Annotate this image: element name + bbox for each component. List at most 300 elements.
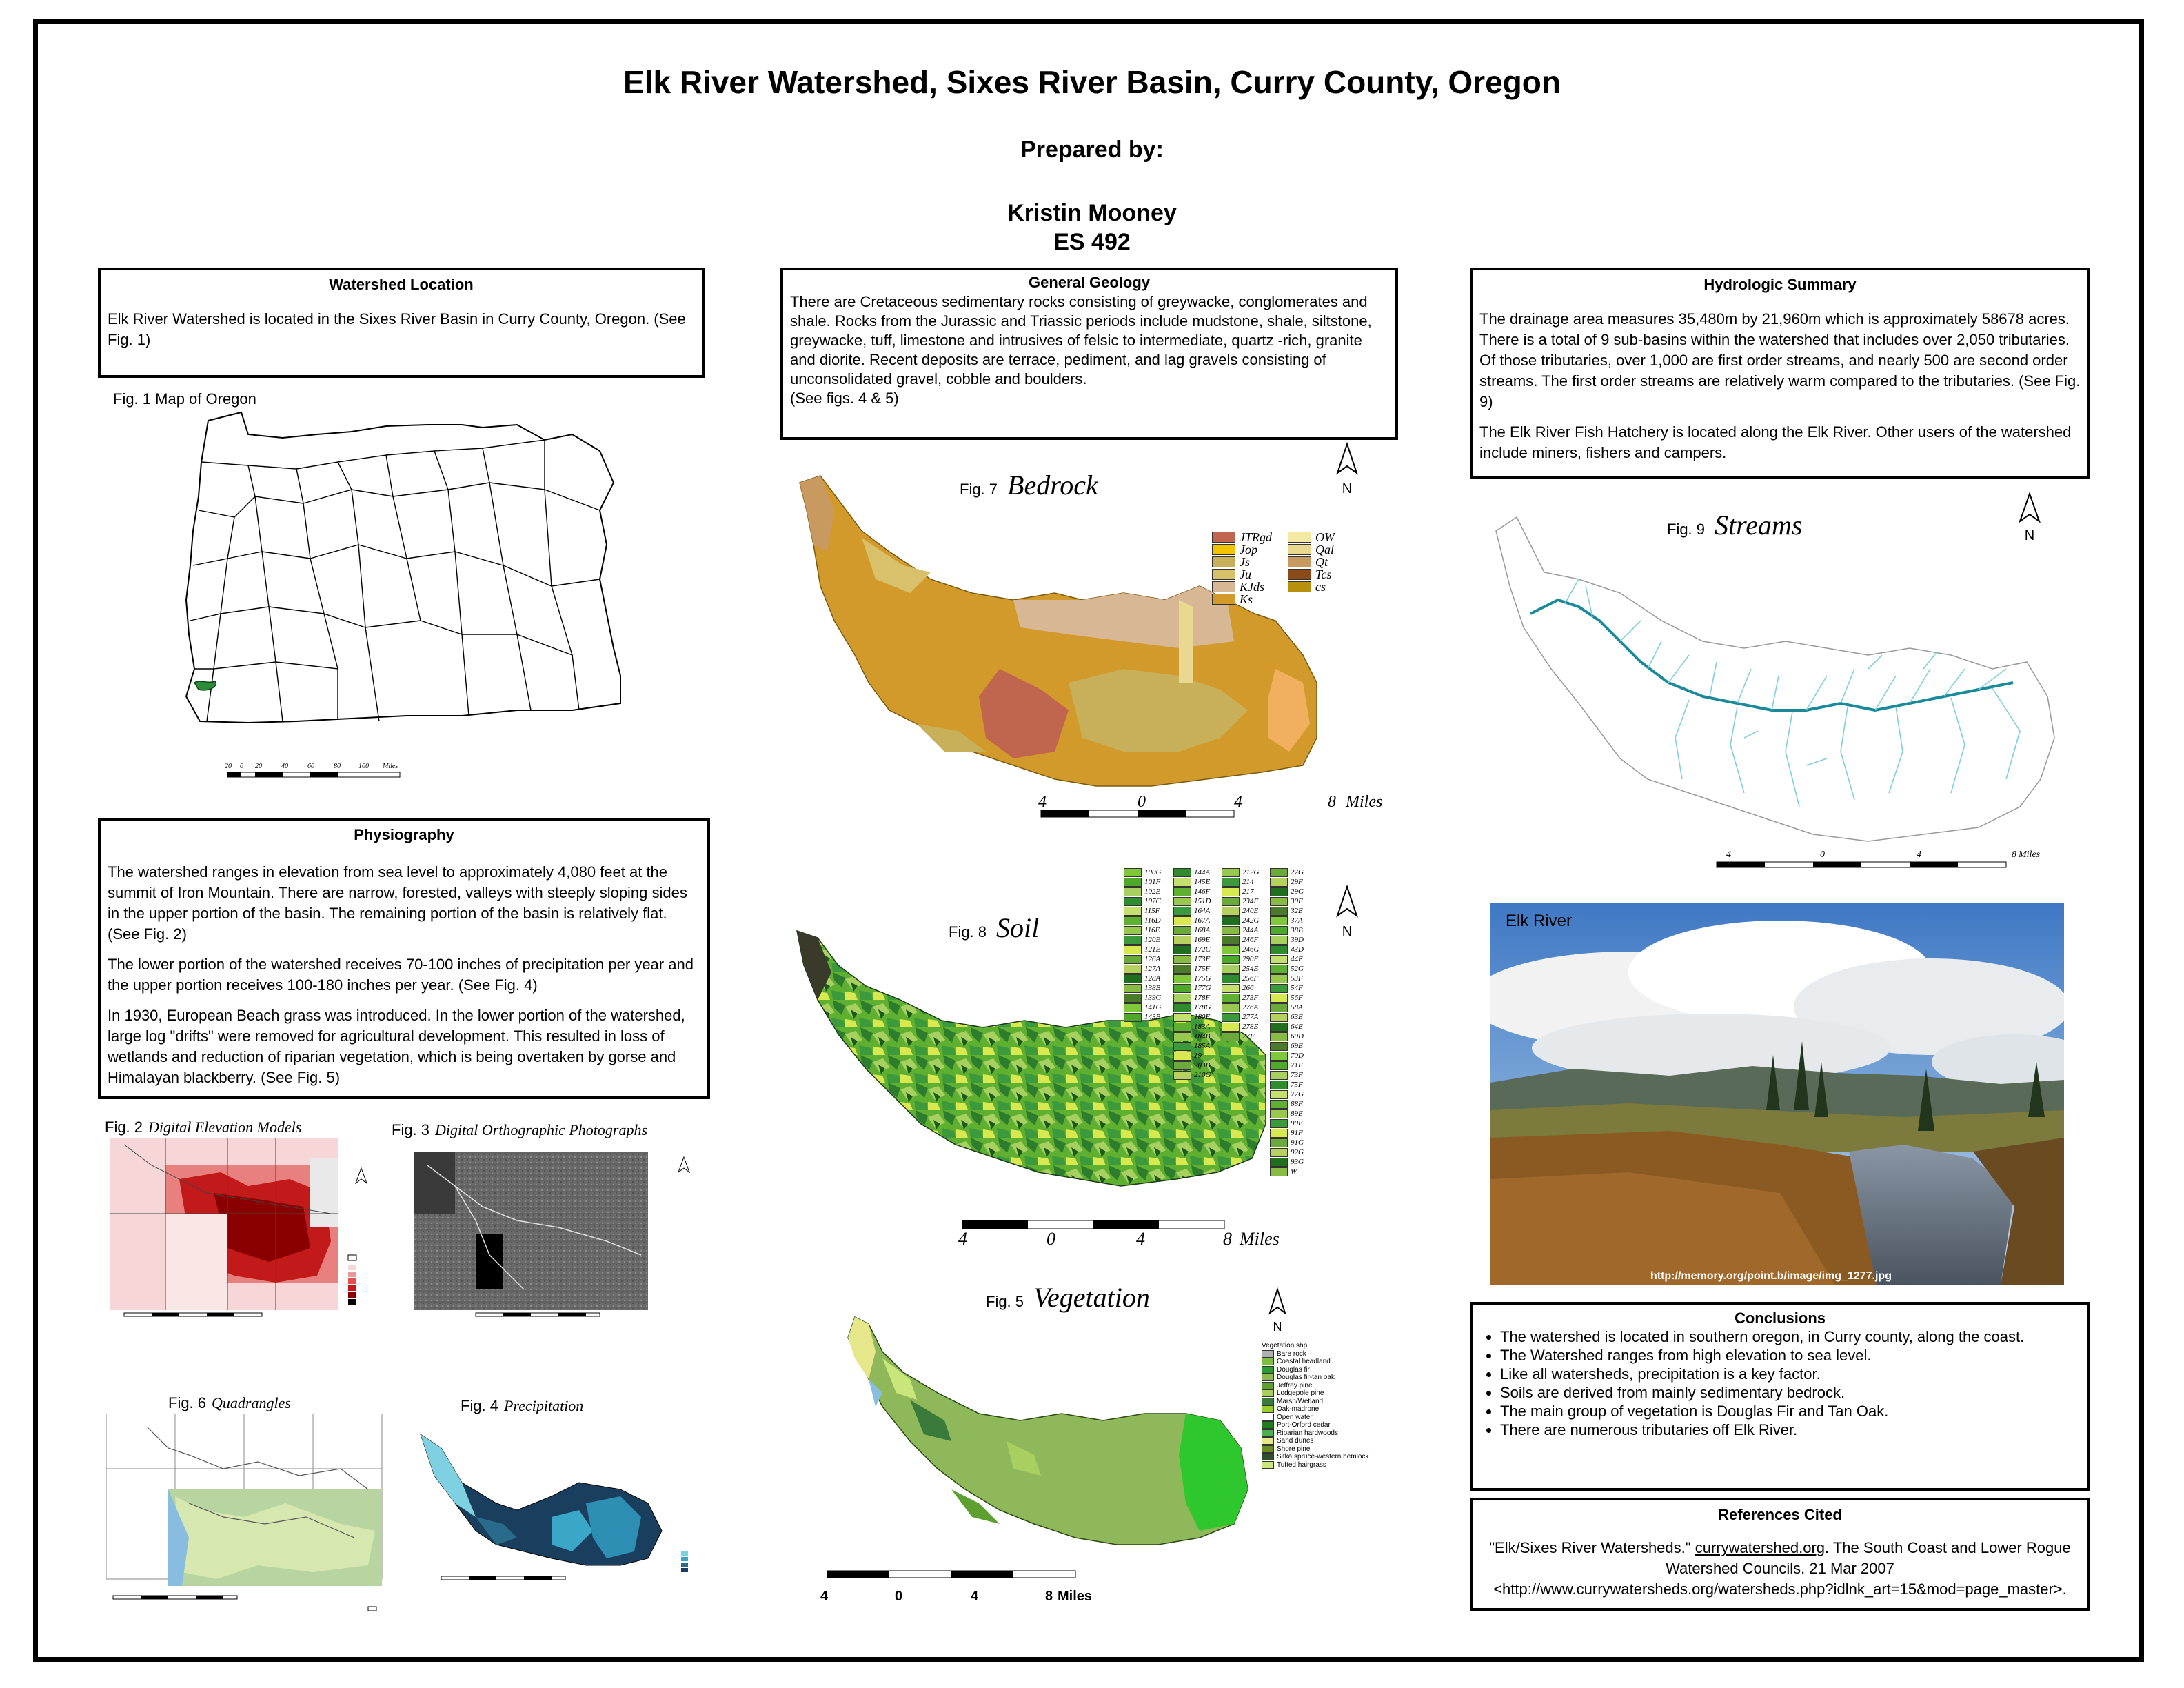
geology-heading: General Geology	[1028, 274, 1151, 291]
soil-legend-item	[1270, 1012, 1304, 1022]
legend-swatch	[1222, 926, 1240, 935]
legend-swatch	[1270, 926, 1288, 935]
legend-swatch	[1124, 868, 1142, 877]
soil-legend-item	[1222, 887, 1259, 896]
soil-legend-item	[1222, 925, 1259, 935]
soil-legend-item	[1270, 1118, 1304, 1128]
legend-swatch	[1124, 984, 1142, 993]
scale-label: Miles	[1240, 1229, 1280, 1249]
legend-swatch	[1173, 1032, 1191, 1041]
soil-legend-label: 185A	[1194, 1042, 1211, 1050]
soil-legend-label: 30F	[1291, 897, 1303, 905]
conclusion-item: • There are numerous tributaries off Elk River.	[1500, 1420, 2081, 1439]
legend-swatch	[1212, 556, 1235, 567]
legend-swatch	[1173, 974, 1191, 983]
soil-legend-label: 256F	[1242, 974, 1259, 983]
vegetation-legend-item	[1262, 1421, 1368, 1429]
fig2-title: Digital Elevation Models	[148, 1118, 302, 1136]
bedrock-legend-right	[1288, 531, 1335, 593]
legend-swatch	[1262, 1350, 1274, 1358]
photo-credit: http://memory.org/point.b/image/img_1277.jpg	[1650, 1270, 1892, 1282]
reference-entry	[1479, 1538, 2081, 1579]
soil-legend-label: 164A	[1194, 907, 1211, 915]
legend-swatch	[1212, 569, 1235, 580]
legend-swatch	[1270, 984, 1288, 993]
fig4-caption	[461, 1397, 583, 1415]
soil-legend-label: 90E	[1291, 1119, 1303, 1127]
scale-label: 4	[1038, 793, 1046, 811]
legend-swatch	[1262, 1366, 1274, 1374]
fig9-north-arrow: N	[2017, 491, 2042, 544]
soil-legend-label: 175G	[1194, 974, 1211, 983]
soil-legend-label: 91F	[1291, 1129, 1303, 1137]
hydrologic-summary-box	[1470, 268, 2090, 479]
soil-legend-item	[1270, 1099, 1304, 1109]
scale-label: 0	[895, 1589, 903, 1604]
legend-swatch	[1262, 1437, 1274, 1445]
soil-legend-item	[1270, 1051, 1304, 1061]
soil-legend-item	[1222, 945, 1259, 954]
soil-legend-label: 138B	[1144, 984, 1161, 992]
soil-legend-label: 139G	[1144, 994, 1162, 1002]
soil-legend-item	[1270, 1167, 1304, 1176]
legend-swatch	[1173, 984, 1191, 993]
soil-legend-label: 169E	[1194, 936, 1211, 944]
references-box	[1470, 1498, 2090, 1611]
soil-legend-item	[1173, 1003, 1211, 1012]
legend-swatch	[1270, 878, 1288, 887]
soil-legend-item	[1124, 916, 1161, 925]
soil-legend-item	[1270, 1061, 1304, 1070]
soil-legend-item	[1270, 1128, 1304, 1138]
soil-legend-item	[1124, 954, 1161, 964]
soil-legend-item	[1173, 1051, 1211, 1061]
legend-swatch	[1262, 1398, 1274, 1405]
soil-legend-item	[1270, 1089, 1304, 1099]
legend-swatch	[1270, 1023, 1288, 1032]
geology-box	[780, 268, 1398, 440]
fig2-caption	[105, 1118, 301, 1136]
legend-swatch	[1262, 1389, 1274, 1397]
geology-ref: (See figs. 4 & 5)	[790, 390, 899, 407]
soil-legend-label: 203B	[1194, 1061, 1211, 1069]
soil-legend-label: 38B	[1291, 926, 1303, 934]
soil-legend-item	[1173, 906, 1211, 916]
soil-legend-label: 183A	[1194, 1023, 1211, 1031]
bedrock-legend-label: Qal	[1315, 542, 1334, 556]
fig3-label: Fig. 3	[392, 1121, 430, 1138]
vegetation-legend-item	[1262, 1374, 1368, 1382]
vegetation-legend-title: Vegetation.shp	[1262, 1342, 1308, 1349]
bedrock-map	[793, 462, 1317, 821]
soil-legend-label: 69E	[1291, 1042, 1303, 1050]
poster-title: Elk River Watershed, Sixes River Basin, Curry County, Oregon	[623, 64, 1561, 100]
soil-legend-label: 178F	[1194, 994, 1211, 1002]
soil-legend-item	[1270, 896, 1304, 906]
scale-label: 8	[2012, 850, 2016, 860]
legend-swatch	[1222, 1032, 1240, 1041]
legend-swatch	[1262, 1453, 1274, 1460]
soil-legend-label: 173F	[1194, 955, 1211, 963]
soil-legend-item	[1222, 867, 1259, 877]
legend-swatch	[1288, 581, 1311, 592]
legend-swatch	[1270, 1032, 1288, 1041]
soil-legend-item	[1222, 1003, 1259, 1012]
scale-label: 4	[971, 1589, 979, 1604]
fig6-title: Quadrangles	[212, 1394, 291, 1411]
soil-legend-item	[1270, 1138, 1304, 1147]
legend-swatch	[1262, 1429, 1274, 1437]
soil-legend-label: 56F	[1291, 994, 1303, 1002]
soil-legend-label: 39D	[1291, 936, 1304, 944]
soil-legend-item	[1124, 877, 1161, 887]
legend-swatch	[1173, 955, 1191, 964]
soil-legend-item	[1124, 935, 1161, 945]
soil-legend-item	[1124, 1012, 1161, 1022]
soil-legend-item	[1222, 906, 1259, 916]
soil-legend-label: 246F	[1242, 936, 1259, 944]
fig1-scale-label: 60	[307, 763, 314, 770]
soil-legend-item	[1222, 1032, 1259, 1041]
soil-legend-label: 107C	[1144, 897, 1161, 905]
legend-swatch	[1173, 1013, 1191, 1022]
precip-legend	[681, 1551, 688, 1572]
soil-legend-item	[1270, 964, 1304, 974]
conclusion-item: • Like all watersheds, precipitation is a key factor.	[1500, 1365, 2081, 1383]
vegetation-legend-item	[1262, 1405, 1368, 1414]
hydrologic-summary-p1: The drainage area measures 35,480m by 21,960m which is approximately 58678 acres. There is a total of 9 sub-basins within the watershed that includes over 2,050 tributaries. Of those tributaries, over 1,000 are first order streams, and nearly 500 are second order streams. The first order streams are relatively warm compared to the tributaries. (See Fig. 9)	[1479, 310, 2081, 410]
soil-legend-item	[1270, 954, 1304, 964]
scale-label: 4	[1917, 850, 1921, 860]
soil-legend-label: 27F	[1242, 1032, 1255, 1041]
legend-swatch	[1222, 887, 1240, 896]
soil-legend-label: 93G	[1291, 1158, 1304, 1166]
scale-label: 0	[1046, 1229, 1055, 1249]
soil-legend-item	[1173, 877, 1211, 887]
soil-legend-item	[1173, 1041, 1211, 1051]
soil-legend-item	[1124, 964, 1161, 974]
legend-swatch	[1173, 1052, 1191, 1061]
soil-legend-label: 146F	[1194, 887, 1211, 896]
soil-legend-label: 27G	[1291, 868, 1304, 876]
soil-legend-label: 19	[1194, 1052, 1202, 1060]
legend-swatch	[1270, 1061, 1288, 1070]
scale-label: 4	[820, 1589, 829, 1604]
legend-swatch	[1222, 878, 1240, 887]
soil-legend-label: 151D	[1194, 897, 1211, 905]
soil-legend-label: 210G	[1194, 1071, 1211, 1079]
soil-legend-label: 116E	[1144, 926, 1160, 934]
fig3-north-arrow	[677, 1156, 691, 1180]
soil-legend-label: 240E	[1242, 907, 1259, 915]
soil-legend-item	[1173, 1012, 1211, 1022]
soil-legend-item	[1222, 964, 1259, 974]
soil-legend-item	[1270, 916, 1304, 925]
soil-legend-item	[1222, 1022, 1259, 1032]
fig5-title: Vegetation	[1033, 1282, 1150, 1313]
vegetation-legend-label: Port-Orford cedar	[1277, 1421, 1331, 1429]
soil-legend-label: 89E	[1291, 1109, 1303, 1118]
soil-legend-label: 101F	[1144, 878, 1161, 886]
conclusion-item: • The watershed is located in southern oregon, in Curry county, along the coast.	[1500, 1327, 2081, 1346]
vegetation-legend-item	[1262, 1453, 1368, 1461]
legend-swatch	[1270, 1148, 1288, 1157]
soil-legend-label: 242G	[1242, 916, 1260, 925]
soil-legend-label: 120E	[1144, 936, 1161, 944]
legend-swatch	[1222, 994, 1240, 1003]
conclusions-heading: Conclusions	[1734, 1309, 1826, 1327]
soil-scale-bar	[962, 1220, 1224, 1229]
soil-legend-label: 69D	[1291, 1032, 1304, 1041]
soil-legend-label: 234F	[1242, 897, 1259, 905]
fig1-scale-bar	[228, 772, 400, 777]
legend-swatch	[1270, 887, 1288, 896]
vegetation-legend-label: Jeffrey pine	[1277, 1381, 1313, 1389]
soil-legend-item	[1222, 935, 1259, 945]
scale-label: Miles	[1058, 1589, 1093, 1604]
soil-legend-item	[1270, 935, 1304, 945]
legend-swatch	[1270, 1119, 1288, 1128]
soil-legend-label: 91G	[1291, 1138, 1304, 1147]
soil-legend-label: 64E	[1291, 1023, 1303, 1031]
soil-legend-item	[1222, 974, 1259, 983]
soil-legend-label: 126A	[1144, 955, 1161, 963]
watershed-location-box	[98, 268, 705, 378]
legend-swatch	[1222, 1023, 1240, 1032]
legend-swatch	[1173, 907, 1191, 916]
conclusion-item: • The main group of vegetation is Douglas Fir and Tan Oak.	[1500, 1402, 2081, 1420]
soil-legend-item	[1270, 974, 1304, 983]
soil-legend-label: 184B	[1194, 1032, 1211, 1041]
legend-swatch	[1262, 1374, 1274, 1381]
fig1-scale-label: 20	[225, 763, 232, 770]
soil-legend-item	[1173, 1032, 1211, 1041]
legend-swatch	[1124, 955, 1142, 964]
legend-swatch	[1173, 868, 1191, 877]
vegetation-legend-label: Sitka spruce-western hemlock	[1277, 1453, 1369, 1460]
bedrock-legend-label: Tcs	[1315, 567, 1332, 581]
legend-swatch	[1270, 1013, 1288, 1022]
soil-legend-label: 92G	[1291, 1148, 1304, 1156]
legend-swatch	[1124, 945, 1142, 954]
legend-swatch	[1270, 936, 1288, 945]
fig5-label: Fig. 5	[986, 1293, 1024, 1310]
legend-swatch	[1212, 581, 1235, 592]
soil-legend-label: 43D	[1291, 945, 1304, 954]
precipitation-map	[414, 1420, 703, 1593]
legend-swatch	[1270, 1071, 1288, 1080]
soil-legend-item	[1173, 945, 1211, 954]
elk-river-photo	[1490, 903, 2064, 1285]
legend-swatch	[1270, 994, 1288, 1003]
fig1-scale-label: 20	[255, 763, 262, 770]
legend-swatch	[1222, 907, 1240, 916]
scale-label: 4	[1726, 850, 1731, 860]
vegetation-scale-bar	[827, 1571, 1075, 1578]
soil-legend-item	[1222, 896, 1259, 906]
vegetation-legend-label: Tufted hairgrass	[1277, 1460, 1326, 1469]
soil-legend-item	[1270, 1109, 1304, 1118]
soil-legend-label: 44E	[1291, 955, 1303, 963]
legend-swatch	[1173, 1061, 1191, 1070]
legend-swatch	[1173, 936, 1191, 945]
soil-legend-item	[1270, 925, 1304, 935]
legend-swatch	[1270, 916, 1288, 925]
fig3-title: Digital Orthographic Photographs	[435, 1121, 648, 1138]
reference-title: "Elk/Sixes River Watersheds."	[1489, 1539, 1695, 1556]
soil-legend-item	[1124, 906, 1161, 916]
legend-swatch	[1270, 1129, 1288, 1138]
soil-legend-label: 141G	[1144, 1003, 1162, 1012]
soil-legend-label: 73F	[1291, 1071, 1303, 1079]
soil-legend-item	[1173, 1070, 1211, 1080]
legend-swatch	[1124, 887, 1142, 896]
soil-legend-label: 32E	[1291, 907, 1303, 915]
vegetation-legend-item	[1262, 1437, 1368, 1445]
vegetation-legend-label: Douglas fir	[1277, 1365, 1310, 1374]
fig7-label: Fig. 7	[960, 481, 998, 498]
soil-legend-item	[1222, 916, 1259, 925]
fig1-scale-label: 40	[281, 763, 288, 770]
legend-swatch	[1212, 594, 1235, 605]
soil-legend-item	[1173, 867, 1211, 877]
soil-legend-item	[1270, 1032, 1304, 1041]
legend-swatch	[1262, 1445, 1274, 1453]
soil-legend-item	[1222, 877, 1259, 887]
fig6-caption	[168, 1394, 291, 1412]
soil-legend-label: 175F	[1194, 965, 1211, 973]
fig1-caption: Fig. 1 Map of Oregon	[113, 390, 256, 408]
soil-legend-item	[1270, 1080, 1304, 1089]
soil-legend-item	[1222, 983, 1259, 993]
fig8-north-arrow: N	[1333, 884, 1361, 940]
scale-label: 4	[958, 1229, 967, 1249]
vegetation-legend-label: Coastal headland	[1277, 1358, 1331, 1365]
legend-swatch	[1173, 916, 1191, 925]
scale-label: 4	[1136, 1229, 1145, 1249]
soil-legend-item	[1173, 887, 1211, 896]
legend-swatch	[1124, 994, 1142, 1003]
soil-legend-item	[1124, 974, 1161, 983]
bedrock-legend-label: KJds	[1240, 579, 1264, 594]
watershed-location-heading: Watershed Location	[329, 276, 474, 293]
soil-legend-label: 278E	[1242, 1023, 1259, 1031]
soil-legend-label: 37A	[1291, 916, 1303, 925]
physiography-p1: The watershed ranges in elevation from sea level to approximately 4,080 feet at the summit of Iron Mountain. There are narrow, forested, valleys with steeply sloping sides in the upper portion of the basin. The remaining portion of the basin is relatively flat. (See Fig. 2)	[108, 863, 687, 943]
soil-legend-item	[1222, 1012, 1259, 1022]
vegetation-legend-item	[1262, 1445, 1368, 1454]
legend-swatch	[1270, 1158, 1288, 1167]
soil-legend-item	[1173, 935, 1211, 945]
soil-legend-item	[1124, 887, 1161, 896]
legend-swatch	[1288, 544, 1311, 555]
soil-legend-label: 75F	[1291, 1081, 1303, 1089]
soil-legend-label: 177G	[1194, 984, 1211, 992]
scale-label: 0	[1820, 850, 1825, 860]
soil-legend-item	[1270, 983, 1304, 993]
soil-legend-label: 178G	[1194, 1003, 1211, 1012]
bedrock-legend-label: JTRgd	[1240, 530, 1272, 544]
bedrock-legend-label: Qt	[1315, 554, 1328, 569]
soil-legend-item	[1173, 1061, 1211, 1070]
legend-swatch	[1222, 974, 1240, 983]
soil-legend-label: 29G	[1291, 887, 1304, 896]
legend-swatch	[1270, 1081, 1288, 1089]
soil-legend-label: 58A	[1291, 1003, 1303, 1012]
soil-legend-label: 88F	[1291, 1100, 1303, 1108]
legend-swatch	[1222, 897, 1240, 906]
course-number: ES 492	[1053, 229, 1131, 255]
soil-legend-item	[1173, 916, 1211, 925]
legend-swatch	[1222, 936, 1240, 945]
vegetation-legend-label: Marsh/Wetland	[1277, 1397, 1324, 1405]
scale-label: 0	[1138, 793, 1146, 811]
soil-legend-item	[1270, 1041, 1304, 1051]
soil-legend-label: 180F	[1194, 1013, 1211, 1021]
soil-legend-item	[1270, 993, 1304, 1003]
soil-legend-label: 143B	[1144, 1013, 1161, 1021]
legend-swatch	[1288, 556, 1311, 567]
legend-swatch	[1173, 1071, 1191, 1080]
legend-swatch	[1270, 868, 1288, 877]
legend-swatch	[1222, 1003, 1240, 1012]
author-name: Kristin Mooney	[1007, 200, 1177, 226]
legend-swatch	[1222, 1013, 1240, 1022]
legend-swatch	[1262, 1358, 1274, 1365]
legend-swatch	[1173, 1042, 1191, 1051]
photo-label: Elk River	[1506, 912, 1573, 930]
soil-legend-item	[1270, 877, 1304, 887]
physiography-p2: The lower portion of the watershed receives 70-100 inches of precipitation per year and the upper portion receives 100-180 inches per year. (See Fig. 4)	[108, 956, 694, 994]
legend-swatch	[1288, 532, 1311, 543]
soil-legend-label: 167A	[1194, 916, 1211, 925]
soil-legend-label: 29F	[1291, 878, 1303, 886]
legend-swatch	[1124, 1003, 1142, 1012]
soil-legend-item	[1124, 896, 1161, 906]
soil-legend-item	[1270, 867, 1304, 877]
orthophoto-map	[414, 1145, 662, 1324]
legend-swatch	[1270, 1042, 1288, 1051]
legend-swatch	[1270, 1167, 1288, 1176]
soil-legend-label: 100G	[1144, 868, 1162, 876]
reference-url[interactable]: <http://www.currywatersheds.org/watersheds.php?idlnk_art=15&mod=page_master>.	[1493, 1580, 2067, 1598]
soil-legend-col2	[1173, 867, 1211, 1080]
fig9-label: Fig. 9	[1667, 521, 1706, 538]
legend-swatch	[1270, 965, 1288, 974]
legend-swatch	[1173, 1023, 1191, 1032]
soil-legend-item	[1173, 925, 1211, 935]
soil-legend-label: 277A	[1242, 1013, 1259, 1021]
soil-legend-label: 63E	[1291, 1013, 1303, 1021]
soil-legend-label: 77G	[1291, 1090, 1304, 1098]
fig4-label: Fig. 4	[461, 1397, 499, 1414]
reference-link[interactable]: currywatershed.org	[1695, 1539, 1826, 1556]
legend-swatch	[1124, 936, 1142, 945]
soil-legend-item	[1124, 945, 1161, 954]
fig5-north-arrow: N	[1267, 1287, 1288, 1334]
legend-swatch	[1222, 984, 1240, 993]
vegetation-legend	[1262, 1342, 1368, 1469]
conclusions-box	[1470, 1302, 2090, 1491]
soil-legend-label: 217	[1242, 887, 1254, 896]
soil-legend-item	[1173, 983, 1211, 993]
soil-legend-label: 115F	[1144, 907, 1160, 915]
hydrologic-summary-p2: The Elk River Fish Hatchery is located along the Elk River. Other users of the watershed include miners, fishers and campers.	[1479, 423, 2072, 461]
geology-text: There are Cretaceous sedimentary rocks consisting of greywacke, conglomerates and shale. Rocks from the Jurassic and Triassic periods include mudstone, shale, siltstone, greywacke, tuff, limestone and intrusives of felsic to intermediate, quartz -rich, granite and diorite. Recent deposits are terrace, pediment, and lag gravels consisting of unconsolidated gravel, cobble and boulders.	[790, 293, 1372, 388]
soil-legend-item	[1173, 954, 1211, 964]
scale-label: 8	[1328, 793, 1336, 811]
legend-swatch	[1222, 868, 1240, 877]
